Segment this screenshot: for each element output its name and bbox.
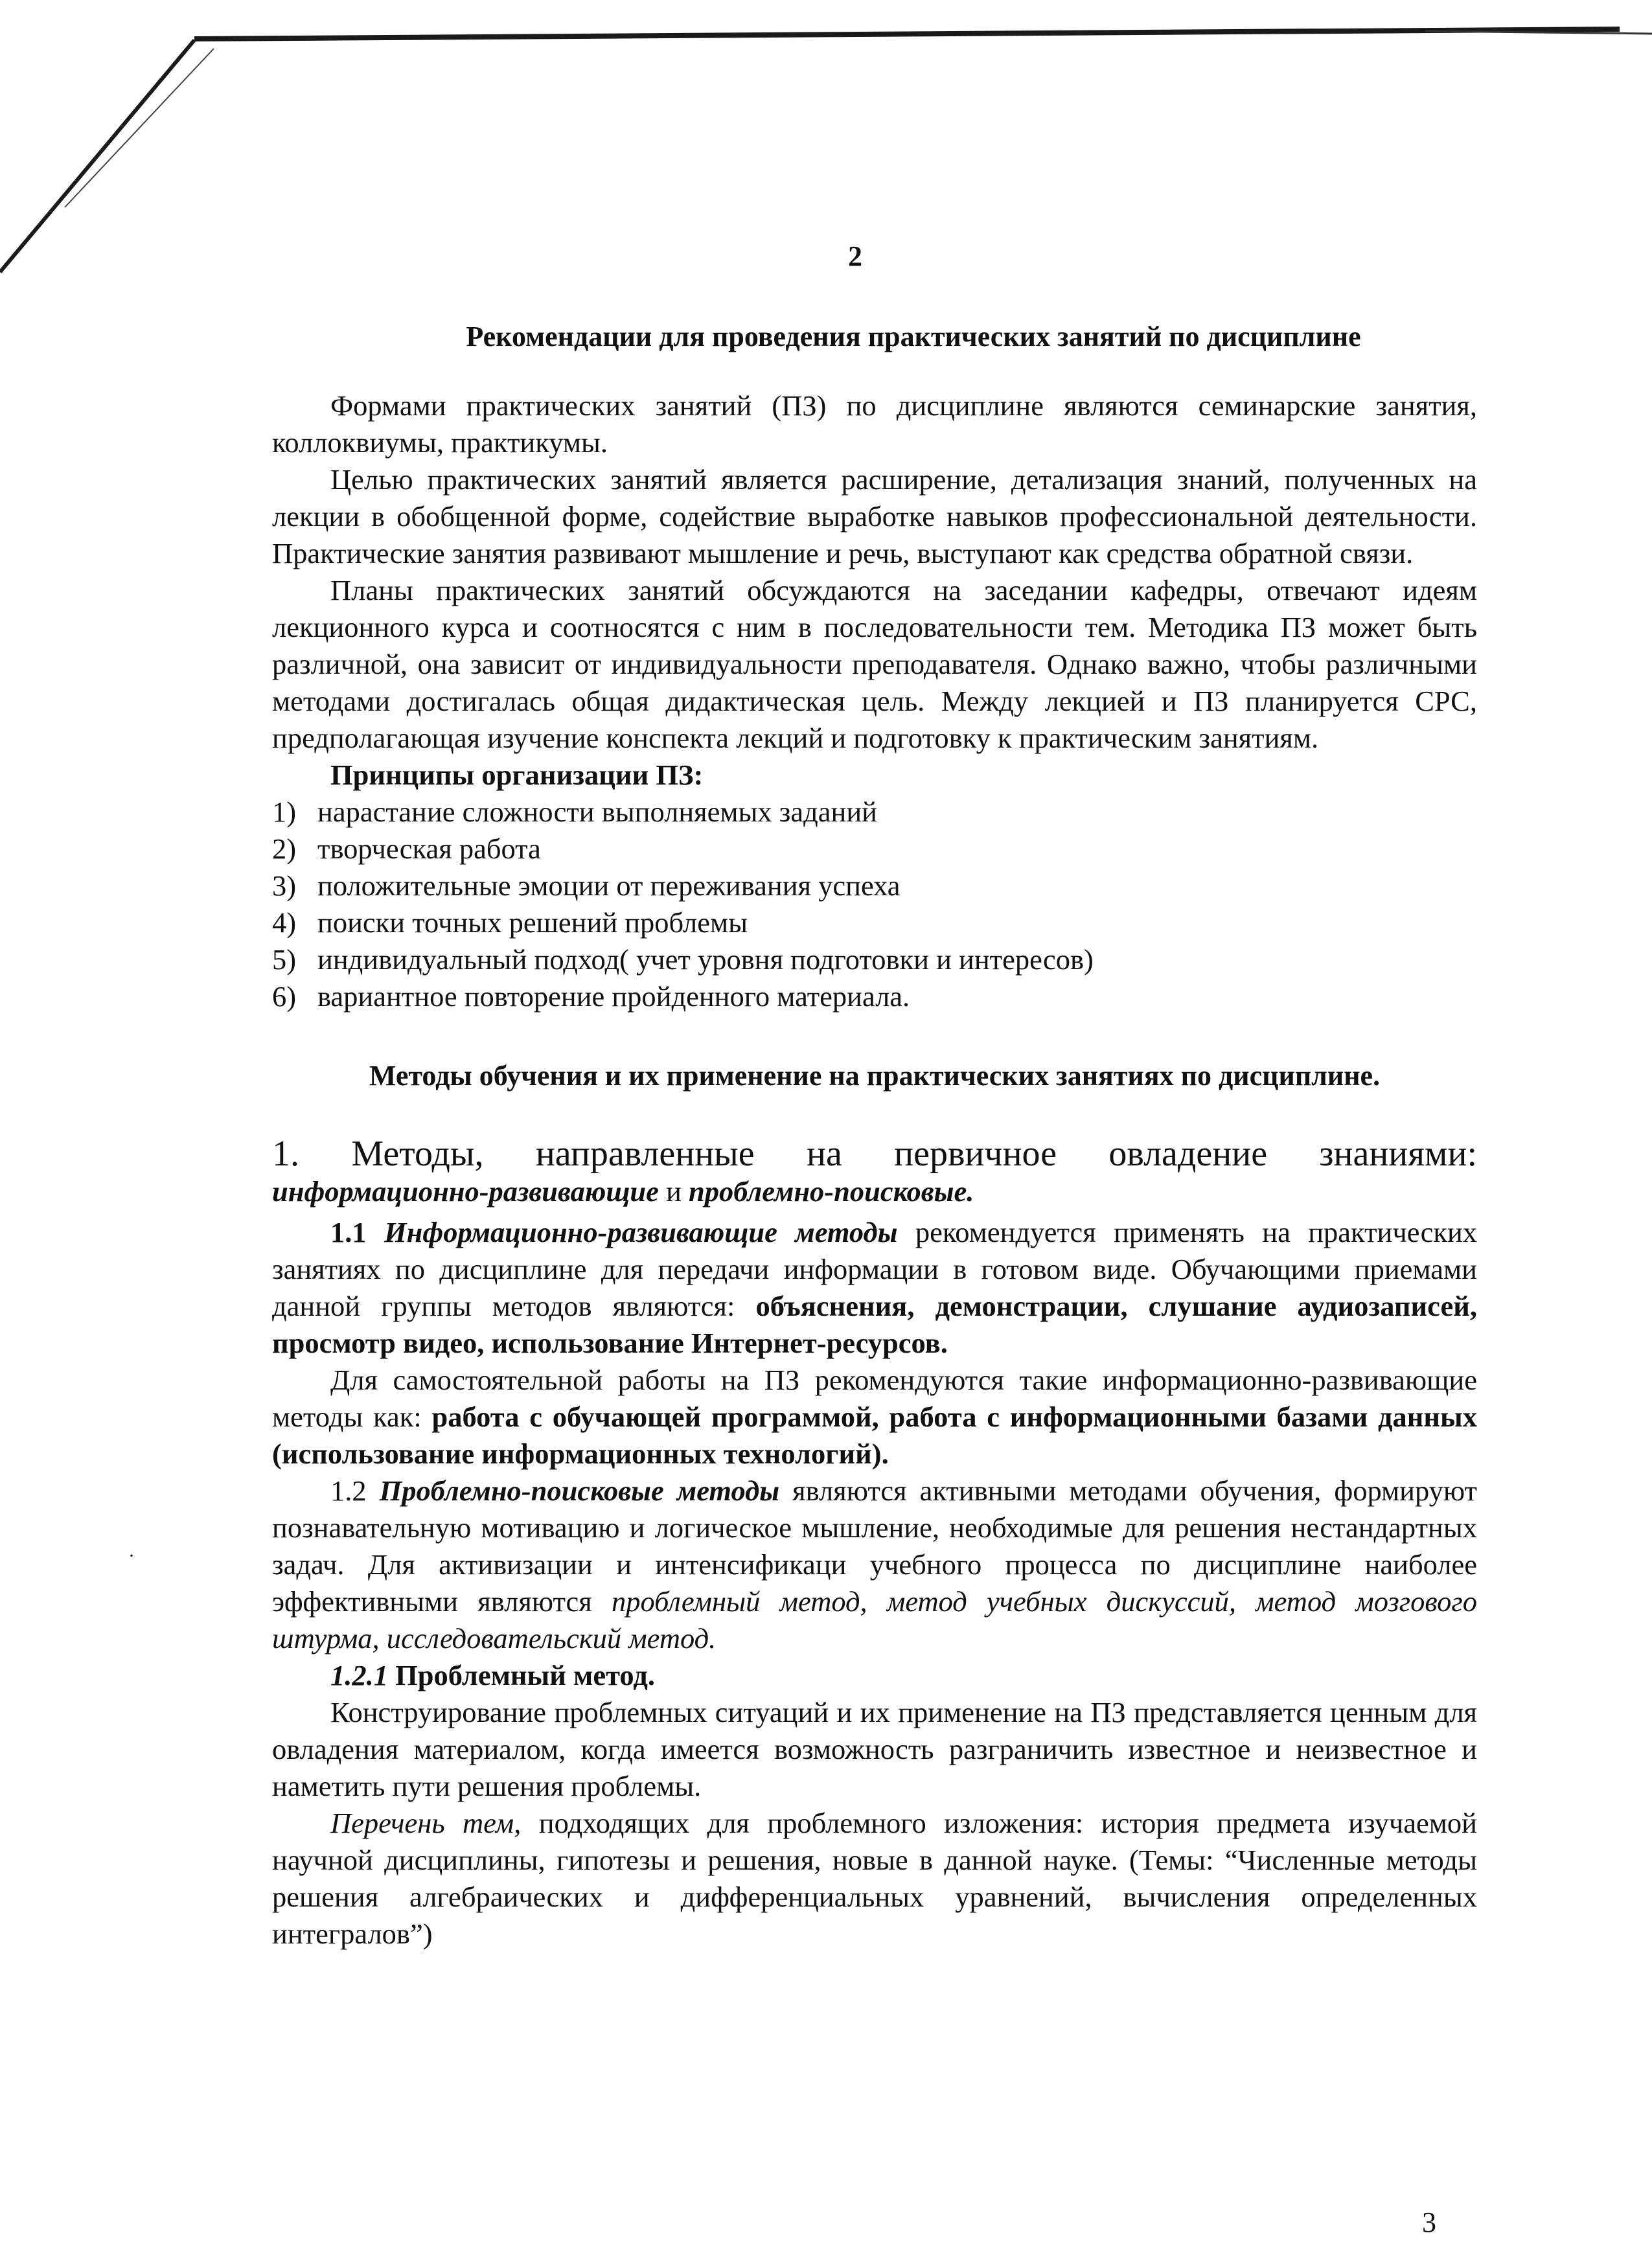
list-item: 2) творческая работа	[272, 832, 541, 865]
principles-label: Принципы организации ПЗ:	[330, 759, 704, 791]
principles-list	[272, 794, 1477, 1015]
paragraph-problem-situations: Конструирование проблемных ситуаций и их применение на ПЗ представляется ценным для овладения материалом, когда имеется возможность разграничить известное и неизвестное и наметить пути решения проблемы.	[272, 1696, 1477, 1802]
section-1-types: информационно-развивающие и проблемно-поисковые.	[272, 1175, 974, 1208]
subsection-1-2: 1.2 Проблемно-поисковые методы являются активными методами обучения, формируют познавательную мотивацию и логическое мышление, необходимые для решения нестандартных задач. Для активизации и интенсификаци учебного процесса по дисциплине наиболее эффективными являются проблемный метод, метод учебных дискуссий, метод мозгового штурма, исследовательский метод.	[272, 1474, 1478, 1655]
list-item: 6) вариантное повторение пройденного материала.	[272, 980, 910, 1013]
section-heading-methods: Методы обучения и их применение на практических занятиях по дисциплине.	[369, 1060, 1381, 1092]
paragraph-forms: Формами практических занятий (ПЗ) по дисциплине являются семинарские занятия, коллоквиумы, практикумы.	[272, 389, 1477, 459]
list-item: 5) индивидуальный подход( учет уровня подготовки и интересов)	[272, 943, 1094, 976]
subsection-1-1: 1.1 Информационно-развивающие методы рекомендуется применять на практических занятиях по дисциплине для передачи информации в готовом виде. Обучающими приемами данной группы методов являются: объяснения, демонстрации, слушание аудиозаписей, просмотр видео, использование Интернет-ресурсов.	[272, 1216, 1478, 1359]
section-heading-recommendations: Рекомендации для проведения практических занятий по дисциплине	[466, 321, 1361, 352]
paragraph-self-study: Для самостоятельной работы на ПЗ рекомендуются такие информационно-развивающие методы как: работа с обучающей программой, работа с информационными базами данных (использование информационных технологий).	[272, 1364, 1478, 1470]
stray-dot: ·	[128, 1545, 135, 1566]
document-body	[272, 317, 1477, 1953]
subsection-1-2-1-heading: 1.2.1 Проблемный метод.	[330, 1659, 655, 1691]
list-item: 1) нарастание сложности выполняемых заданий	[272, 796, 877, 828]
scan-edge-artifact	[0, 0, 1652, 324]
page-number-top: 2	[848, 240, 862, 272]
page-number-bottom: 3	[1422, 2206, 1436, 2238]
paragraph-goal: Целью практических занятий является расширение, детализация знаний, полученных на лекции в обобщенной форме, содействие выработке навыков профессиональной деятельности. Практические занятия развивают мышление и речь, выступают как средства обратной связи.	[272, 463, 1477, 569]
paragraph-topics: Перечень тем, подходящих для проблемного изложения: история предмета изучаемой научной дисциплины, гипотезы и решения, новые в данной науке. (Темы: “Численные методы решения алгебраических и дифференциальных уравнений, вычисления определенных интегралов”)	[272, 1807, 1477, 1950]
list-item: 3) положительные эмоции от переживания успеха	[272, 869, 901, 902]
list-item: 4) поиски точных решений проблемы	[272, 906, 748, 939]
paragraph-plans: Планы практических занятий обсуждаются на заседании кафедры, отвечают идеям лекционного курса и соотносятся с ним в последовательности тем. Методика ПЗ может быть различной, она зависит от индивидуальности преподавателя. Однако важно, чтобы различными методами достигалась общая дидактическая цель. Между лекцией и ПЗ планируется СРС, предполагающая изучение конспекта лекций и подготовку к практическим занятиям.	[272, 574, 1477, 754]
section-1-title: 1. Методы, направленные на первичное овладение знаниями:	[272, 1134, 1477, 1174]
